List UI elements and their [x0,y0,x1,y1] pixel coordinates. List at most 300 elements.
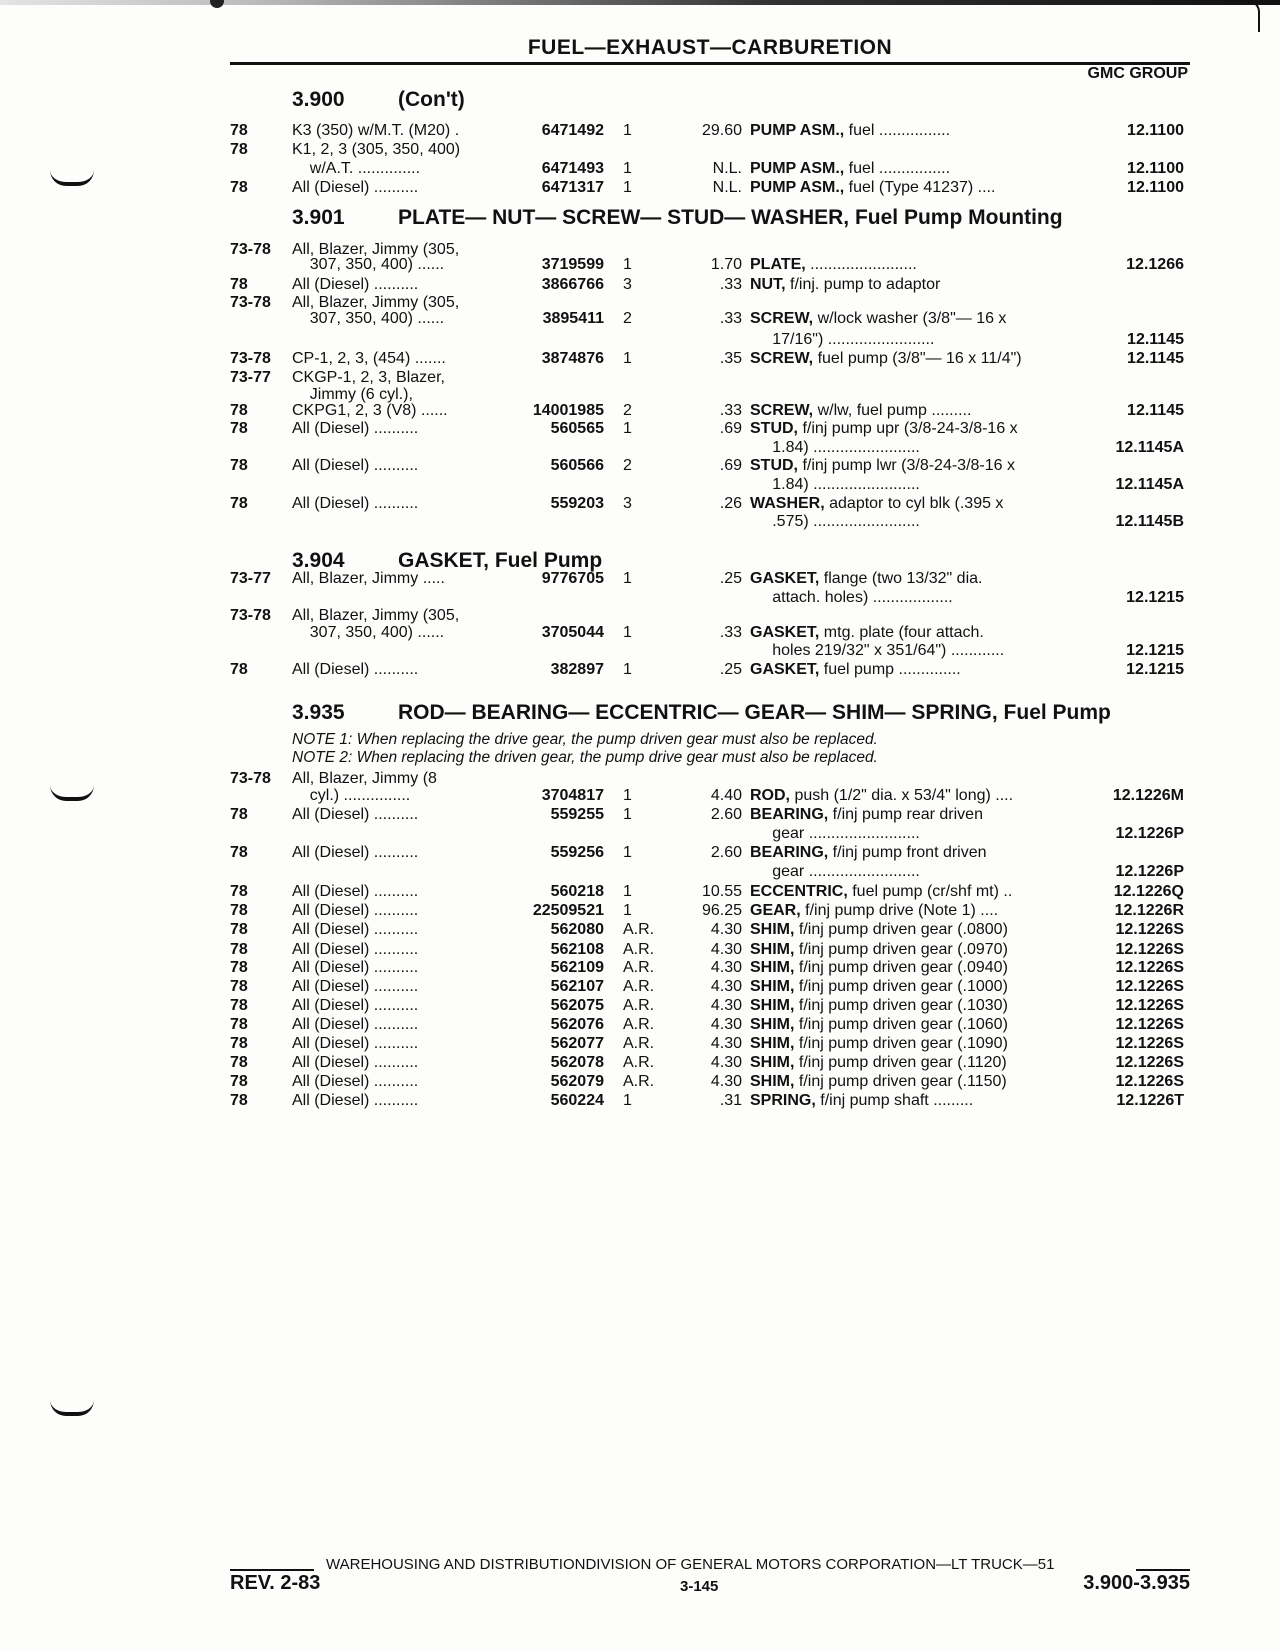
parts-row [0,494,1280,513]
application: All, Blazer, Jimmy (305, [292,294,460,311]
section-title: PLATE— NUT— SCREW— STUD— WASHER, Fuel Pump Mounting [398,206,1063,229]
quantity: A.R. [623,1016,655,1033]
model-year: 78 [230,806,248,823]
part-number: 562079 [550,1073,604,1090]
application: All (Diesel) .......... [292,883,419,900]
application: 307, 350, 400) ...... [292,310,445,327]
part-description: f/inj pump driven gear (.1030) [794,997,1008,1014]
application: w/A.T. .............. [292,160,421,177]
application: All (Diesel) .......... [292,1073,419,1090]
part-name: SHIM, [750,921,795,938]
group-number: 12.1226S [1115,921,1184,938]
parts-row [0,843,1280,862]
part-description: mtg. plate (four attach. [819,624,984,641]
description [750,569,1068,588]
model-year: 73-78 [230,241,271,258]
part-name: SCREW, [750,310,814,327]
parts-row [0,419,1280,438]
application: All, Blazer, Jimmy (305, [292,241,460,258]
model-year: 78 [230,997,248,1014]
page-title: FUEL—EXHAUST—CARBURETION [527,36,893,59]
model-year: 78 [230,1073,248,1090]
group-number: 12.1226P [1115,863,1184,880]
parts-row [0,475,1280,494]
part-description: fuel pump (3/8"— 16 x 11/4") [813,350,1022,367]
description [750,349,1068,368]
parts-row [0,977,1280,996]
model-year: 78 [230,276,248,293]
price: 29.60 [701,122,742,139]
application: Jimmy (6 cyl.), [292,386,413,403]
part-name: NUT, [750,276,786,293]
part-description: fuel (Type 41237) .... [844,179,996,196]
price: 4.30 [710,959,742,976]
application: All, Blazer, Jimmy (305, [292,607,460,624]
price: .35 [719,350,742,367]
part-number: 9776705 [541,570,604,587]
parts-row [0,805,1280,824]
group-number: 12.1226S [1115,941,1184,958]
quantity: 1 [623,902,632,919]
price: 4.30 [710,941,742,958]
group-number: 12.1226S [1115,1035,1184,1052]
part-number: 3874876 [541,350,604,367]
part-name: BEARING, [750,844,829,861]
part-name: PUMP ASM., [750,122,845,139]
part-name: GASKET, [750,624,820,641]
group-number: 12.1226T [1116,1092,1184,1109]
quantity: 1 [623,420,632,437]
part-number: 562076 [550,1016,604,1033]
description [750,178,1068,197]
quantity: 1 [623,179,632,196]
part-description: push (1/2" dia. x 53/4" long) .... [790,787,1014,804]
title-rule [230,62,1190,65]
price: .25 [719,661,742,678]
group-label: GMC GROUP [1087,65,1188,82]
group-number: 12.1145A [1115,439,1184,456]
part-name: SHIM, [750,978,795,995]
price: .33 [719,402,742,419]
application: All (Diesel) .......... [292,902,419,919]
quantity: 1 [623,787,632,804]
part-name: SHIM, [750,1054,795,1071]
model-year: 78 [230,420,248,437]
part-description: gear ......................... [750,825,920,842]
quantity: 1 [623,122,632,139]
price: 1.70 [710,256,742,273]
group-number: 12.1226S [1115,959,1184,976]
footer-rule [230,1569,314,1571]
quantity: 2 [623,402,632,419]
part-name: SHIM, [750,1035,795,1052]
application: K3 (350) w/M.T. (M20) . [292,122,460,139]
footer-division: WAREHOUSING AND DISTRIBUTIONDIVISION OF GENERAL MOTORS CORPORATION—LT TRUCK—51 [326,1556,1055,1573]
parts-row [0,1072,1280,1091]
quantity: A.R. [623,941,655,958]
application: 307, 350, 400) ...... [292,624,445,641]
description [750,996,1068,1015]
application: All (Diesel) .......... [292,276,419,293]
parts-row [0,512,1280,531]
footer-rule [1136,1569,1190,1571]
part-description: gear ......................... [750,863,920,880]
application: All, Blazer, Jimmy (8 [292,770,437,787]
parts-row [0,786,1280,805]
quantity: 1 [623,883,632,900]
application: cyl.) ............... [292,787,411,804]
description [750,401,1068,420]
application: All (Diesel) .......... [292,495,419,512]
parts-row [0,996,1280,1015]
model-year: 78 [230,902,248,919]
part-number: 3866766 [541,276,604,293]
quantity: A.R. [623,997,655,1014]
price: .69 [719,457,742,474]
description [750,456,1068,475]
part-number: 3719599 [541,256,604,273]
section-number: 3.901 [292,206,345,229]
part-number: 562107 [550,978,604,995]
model-year: 78 [230,402,248,419]
part-number: 560565 [550,420,604,437]
section-number: 3.900 [292,88,345,111]
description [750,1072,1068,1091]
part-name: BEARING, [750,806,829,823]
quantity: A.R. [623,1054,655,1071]
part-description: f/inj. pump to adaptor [785,276,941,293]
price: 10.55 [701,883,742,900]
part-description: f/inj pump driven gear (.0800) [794,921,1008,938]
model-year: 78 [230,141,248,158]
part-number: 562078 [550,1054,604,1071]
model-year: 78 [230,122,248,139]
part-description: 1.84) ........................ [750,439,920,456]
application: All (Diesel) .......... [292,1035,419,1052]
part-number: 3704817 [541,787,604,804]
part-name: GEAR, [750,902,801,919]
description [750,494,1068,513]
quantity: 1 [623,350,632,367]
parts-row [0,330,1280,349]
parts-row [0,920,1280,939]
parts-row [0,882,1280,901]
description [750,330,1068,349]
parts-row [0,121,1280,140]
group-number: 12.1215 [1126,642,1184,659]
group-number: 12.1215 [1126,589,1184,606]
description [750,588,1068,607]
part-name: STUD, [750,420,798,437]
part-number: 559256 [550,844,604,861]
description [750,977,1068,996]
part-description: holes 219/32" x 351/64") ............ [750,642,1005,659]
quantity: 1 [623,661,632,678]
model-year: 78 [230,1016,248,1033]
price: 2.60 [710,844,742,861]
group-number: 12.1266 [1126,256,1184,273]
part-description: w/lw, fuel pump ......... [813,402,972,419]
group-number: 12.1145B [1115,513,1184,530]
binder-hole-mark [50,1400,94,1416]
part-description: f/inj pump driven gear (.1000) [794,978,1008,995]
parts-row [0,255,1280,274]
group-number: 12.1226R [1114,902,1184,919]
group-number: 12.1100 [1127,160,1184,177]
model-year: 78 [230,959,248,976]
part-description: ........................ [805,256,917,273]
quantity: 3 [623,495,632,512]
price: .31 [719,1092,742,1109]
part-name: WASHER, [750,495,825,512]
part-number: 3705044 [541,624,604,641]
part-name: SCREW, [750,350,814,367]
application: All (Diesel) .......... [292,1092,419,1109]
model-year: 78 [230,457,248,474]
part-number: 6471492 [541,122,604,139]
parts-row [0,456,1280,475]
section-note: NOTE 2: When replacing the driven gear, the pump drive gear must also be replaced. [292,749,878,766]
part-number: 560566 [550,457,604,474]
model-year: 78 [230,844,248,861]
parts-row [0,438,1280,457]
parts-row [0,309,1280,328]
description [750,660,1068,679]
price: .69 [719,420,742,437]
parts-row [0,623,1280,642]
part-number: 6471317 [541,179,604,196]
part-description: f/inj pump lwr (3/8-24-3/8-16 x [798,457,1015,474]
parts-row [0,1015,1280,1034]
description [750,958,1068,977]
page-corner [1240,0,1260,32]
model-year: 78 [230,1092,248,1109]
description [750,1053,1068,1072]
application: K1, 2, 3 (305, 350, 400) [292,141,461,158]
price: .26 [719,495,742,512]
part-description: attach. holes) .................. [750,589,953,606]
group-number: 12.1226S [1115,1016,1184,1033]
revision-label: REV. 2-83 [230,1572,321,1594]
part-name: PUMP ASM., [750,179,845,196]
model-year: 73-78 [230,294,271,311]
description [750,623,1068,642]
section-heading [292,206,1063,230]
price: 4.30 [710,921,742,938]
quantity: 2 [623,457,632,474]
quantity: A.R. [623,1073,655,1090]
parts-row [0,862,1280,881]
description [750,275,1068,294]
parts-row [0,1053,1280,1072]
section-title: ROD— BEARING— ECCENTRIC— GEAR— SHIM— SPRING, Fuel Pump [398,701,1111,724]
price: 4.30 [710,1054,742,1071]
group-number: 12.1226S [1115,978,1184,995]
description [750,419,1068,438]
part-number: 559203 [550,495,604,512]
quantity: 1 [623,806,632,823]
part-name: ROD, [750,787,790,804]
price: 2.60 [710,806,742,823]
description [750,1091,1068,1110]
group-number: 12.1145 [1127,350,1184,367]
part-number: 562109 [550,959,604,976]
parts-row [0,401,1280,420]
parts-row [0,275,1280,294]
price: 4.30 [710,997,742,1014]
part-description: f/inj pump driven gear (.0970) [794,941,1008,958]
part-name: GASKET, [750,570,820,587]
part-number: 6471493 [541,160,604,177]
application: All (Diesel) .......... [292,661,419,678]
scan-mark [210,0,224,8]
quantity: 1 [623,844,632,861]
page-number: 3-145 [680,1578,719,1595]
description [750,901,1068,920]
part-description: f/inj pump driven gear (.1150) [794,1073,1007,1090]
part-name: SHIM, [750,941,795,958]
price: 4.30 [710,1073,742,1090]
parts-row [0,569,1280,588]
section-number: 3.904 [292,549,345,572]
part-name: PUMP ASM., [750,160,845,177]
description [750,824,1068,843]
price: .33 [719,624,742,641]
parts-row [0,159,1280,178]
part-number: 559255 [550,806,604,823]
price: 4.30 [710,1035,742,1052]
part-description: f/inj pump front driven [828,844,987,861]
price: 4.30 [710,1016,742,1033]
model-year: 73-78 [230,350,271,367]
price: 96.25 [701,902,742,919]
group-number: 12.1226M [1112,787,1184,804]
description [750,920,1068,939]
part-description: w/lock washer (3/8"— 16 x [813,310,1007,327]
part-name: SHIM, [750,997,795,1014]
parts-row [0,660,1280,679]
part-name: ECCENTRIC, [750,883,848,900]
description [750,255,1068,274]
model-year: 78 [230,1035,248,1052]
description [750,940,1068,959]
part-name: STUD, [750,457,798,474]
part-description: f/inj pump shaft ......... [815,1092,974,1109]
part-name: PLATE, [750,256,806,273]
model-year: 78 [230,883,248,900]
group-number: 12.1145A [1115,476,1184,493]
price: 4.40 [710,787,742,804]
section-title: GASKET, Fuel Pump [398,549,603,572]
group-number: 12.1226S [1115,1073,1184,1090]
group-number: 12.1215 [1126,661,1184,678]
price: .33 [719,310,742,327]
application: CP-1, 2, 3, (454) ....... [292,350,446,367]
part-description: fuel pump .............. [819,661,961,678]
quantity: 1 [623,160,632,177]
quantity: A.R. [623,959,655,976]
section-heading [292,701,1111,725]
model-year: 73-77 [230,369,271,386]
part-number: 382897 [550,661,604,678]
quantity: 2 [623,310,632,327]
model-year: 78 [230,921,248,938]
part-number: 22509521 [532,902,604,919]
price: 4.30 [710,978,742,995]
quantity: 1 [623,256,632,273]
description [750,512,1068,531]
description [750,121,1068,140]
quantity: A.R. [623,978,655,995]
parts-row [0,824,1280,843]
part-name: SHIM, [750,1016,795,1033]
part-number: 560218 [550,883,604,900]
part-description: f/inj pump upr (3/8-24-3/8-16 x [798,420,1018,437]
application: All (Diesel) .......... [292,997,419,1014]
application: 307, 350, 400) ...... [292,256,445,273]
part-description: f/inj pump driven gear (.1060) [794,1016,1008,1033]
parts-row [0,178,1280,197]
description [750,641,1068,660]
part-description: f/inj pump driven gear (.0940) [794,959,1008,976]
group-number: 12.1226P [1115,825,1184,842]
part-number: 3895411 [542,310,604,327]
part-description: f/inj pump rear driven [828,806,983,823]
application: All (Diesel) .......... [292,179,419,196]
model-year: 78 [230,179,248,196]
description [750,159,1068,178]
quantity: A.R. [623,1035,655,1052]
part-description: f/inj pump driven gear (.1090) [794,1035,1008,1052]
parts-row [0,641,1280,660]
part-description: 1.84) ........................ [750,476,920,493]
group-number: 12.1226S [1115,1054,1184,1071]
part-description: .575) ........................ [750,513,920,530]
group-number: 12.1100 [1127,179,1184,196]
part-number: 560224 [550,1092,604,1109]
model-year: 78 [230,495,248,512]
group-number: 12.1226S [1115,997,1184,1014]
quantity: 1 [623,624,632,641]
section-title: (Con't) [398,88,465,111]
application: All (Diesel) .......... [292,420,419,437]
model-year: 78 [230,1054,248,1071]
application: All (Diesel) .......... [292,921,419,938]
part-description: f/inj pump driven gear (.1120) [794,1054,1007,1071]
description [750,475,1068,494]
price: .33 [719,276,742,293]
parts-row [0,349,1280,368]
part-description: adaptor to cyl blk (.395 x [824,495,1004,512]
part-number: 562075 [550,997,604,1014]
model-year: 78 [230,978,248,995]
application: All (Diesel) .......... [292,978,419,995]
part-description: fuel ................ [844,160,951,177]
part-name: GASKET, [750,661,820,678]
model-year: 78 [230,941,248,958]
model-year: 73-78 [230,770,271,787]
description [750,843,1068,862]
section-heading [292,88,465,112]
group-number: 12.1145 [1127,331,1184,348]
application: All (Diesel) .......... [292,941,419,958]
application: All (Diesel) .......... [292,457,419,474]
part-number: 562108 [550,941,604,958]
description [750,438,1068,457]
quantity: 1 [623,570,632,587]
application: All (Diesel) .......... [292,1016,419,1033]
model-year: 78 [230,661,248,678]
